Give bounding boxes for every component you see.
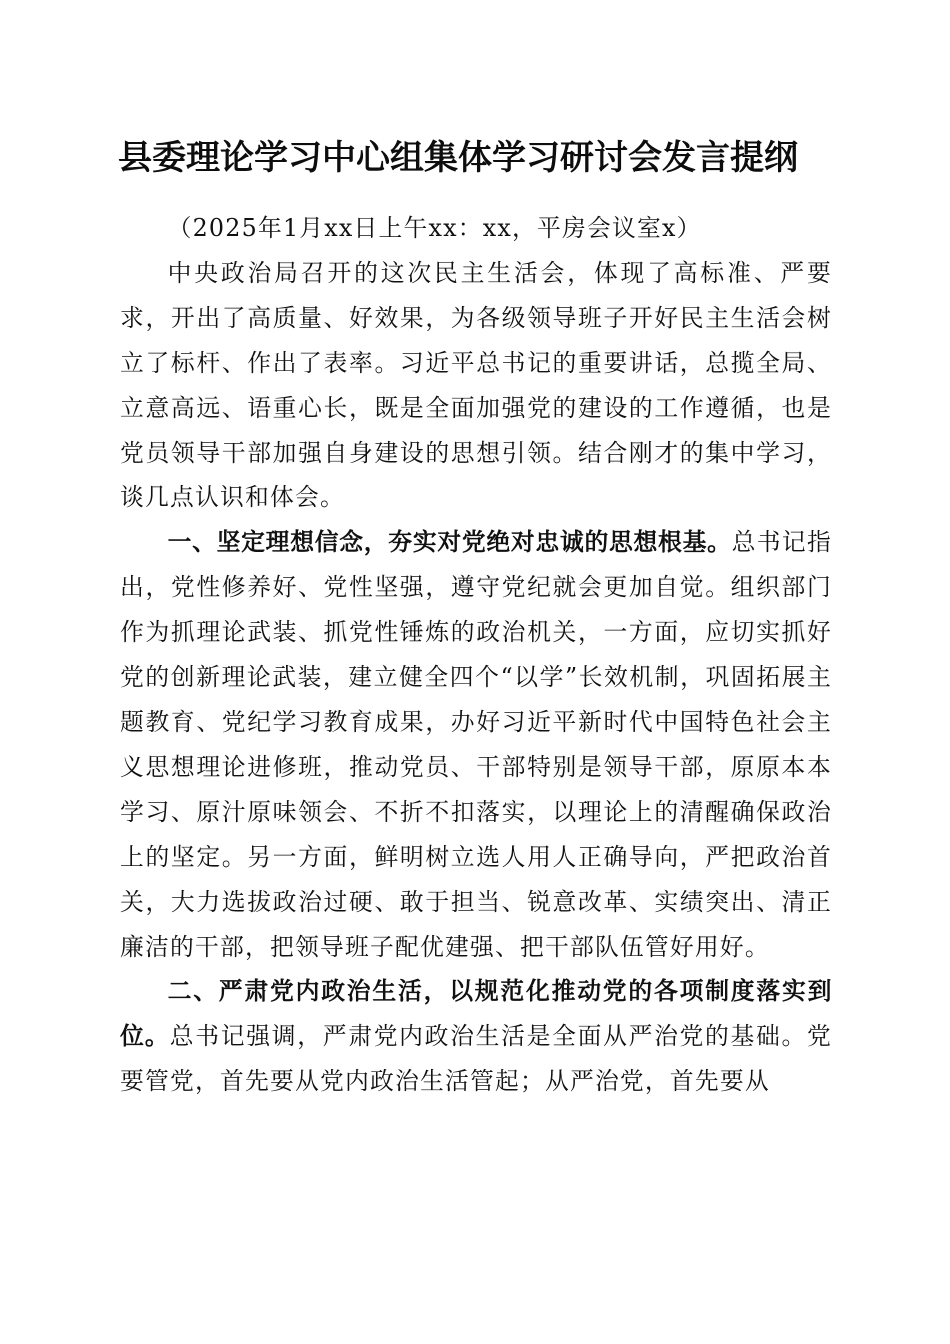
document-title: 县委理论学习中心组集体学习研讨会发言提纲 (118, 138, 798, 178)
section-1-heading: 一、坚定理想信念，夯实对党绝对忠诚的思想根基。 (167, 528, 732, 557)
meeting-info: （2025年1月xx日上午xx：xx，平房会议室x） (167, 214, 702, 242)
section-1-paragraph (120, 520, 832, 969)
intro-paragraph: 中央政治局召开的这次民主生活会，体现了高标准、严要求，开出了高质量、好效果，为各级领导班子开好民主生活会树立了标杆、作出了表率。习近平总书记的重要讲话，总揽全局、立意高远、语重心长，既是全面加强党的建设的工作遵循，也是党员领导干部加强自身建设的思想引领。结合刚才的集中学习，谈几点认识和体会。 (120, 258, 832, 512)
section-2-body: 总书记强调，严肃党内政治生活是全面从严治党的基础。党要管党，首先要从党内政治生活管起；从严治党，首先要从 (120, 1022, 832, 1096)
document-body (120, 206, 832, 1104)
section-2-heading: 二、严肃党内政治生活，以规范化推动党的各项制度落实到位。 (120, 977, 832, 1051)
section-2-paragraph (120, 969, 832, 1104)
section-1-body: 总书记指出，党性修养好、党性坚强，遵守党纪就会更加自觉。组织部门作为抓理论武装、抓党性锤炼的政治机关，一方面，应切实抓好党的创新理论武装，建立健全四个“以学”长效机制，巩固拓展主题教育、党纪学习教育成果，办好习近平新时代中国特色社会主义思想理论进修班，推动党员、干部特别是领导干部，原原本本学习、原汁原味领会、不折不扣落实，以理论上的清醒确保政治上的坚定。另一方面，鲜明树立选人用人正确导向，严把政治首关，大力选拔政治过硬、敢于担当、锐意改革、实绩突出、清正廉洁的干部，把领导班子配优建强、把干部队伍管好用好。 (120, 528, 832, 961)
